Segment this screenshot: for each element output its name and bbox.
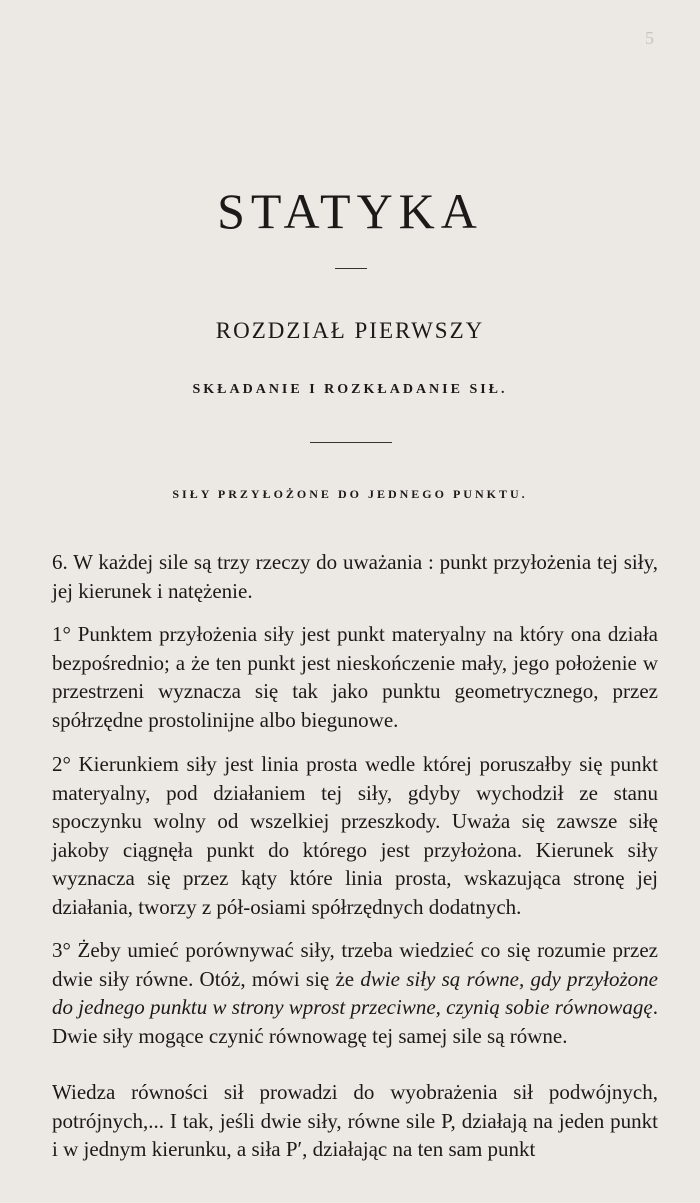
paragraph-point-of-application: 1° Punktem przyłożenia siły jest punkt materyalny na który ona działa bezpośrednio; a że ten punkt jest nieskończenie mały, jego położenie w przestrzeni wyznacza się tak jako punktu geometrycznego, przez spółrzędne prostolinijne albo biegunowe. xyxy=(52,622,658,732)
paragraph-multiple-forces: Wiedza równości sił prowadzi do wyobrażenia sił podwójnych, potrójnych,... I tak, jeśli dwie siły, równe sile P, działają na jeden punkt i w jednym kierunku, a siła P′, działając na ten sam punkt xyxy=(52,1080,658,1161)
chapter-heading: ROZDZIAŁ PIERWSZY xyxy=(215,318,485,343)
page-title: STATYKA xyxy=(217,183,483,239)
paragraph-6: 6. W każdej sile są trzy rzeczy do uważania : punkt przyłożenia tej siły, jej kierunek i natężenie. xyxy=(52,550,658,603)
paragraph-equal-forces-b: . Dwie siły mogące czynić równowagę tej samej sile są równe. xyxy=(52,995,658,1048)
paragraph-direction: 2° Kierunkiem siły jest linia prosta wedle której poruszałby się punkt materyalny, pod działaniem tej siły, gdyby wychodził ze stanu spoczynku wolny od wszelkiej przeszkody. Uważa się zawsze siłę jakoby ciągnęła punkt do którego jest przyłożona. Kierunek siły wyznacza się przez kąty które linia prosta, wskazująca stronę jej działania, tworzy z pół-osiami spółrzędnych dodatnych. xyxy=(52,752,658,919)
divider-mid xyxy=(310,442,392,443)
paragraph-equal-forces xyxy=(52,936,658,1050)
paragraph-equal-forces-italic: dwie siły są równe, gdy przyłożone do jednego punktu w strony wprost przeciwne, czynią sobie równowagę xyxy=(52,966,658,1019)
section-heading: SIŁY PRZYŁOŻONE DO JEDNEGO PUNKTU. xyxy=(172,487,528,501)
page-number: 5 xyxy=(645,28,654,48)
paragraph-equal-forces-a: 3° Żeby umieć porównywać siły, trzeba wiedzieć co się rozumie przez dwie siły równe. Otóż, mówi się że xyxy=(52,938,658,991)
divider-short xyxy=(335,268,367,269)
chapter-subtitle: SKŁADANIE I ROZKŁADANIE SIŁ. xyxy=(192,382,508,397)
